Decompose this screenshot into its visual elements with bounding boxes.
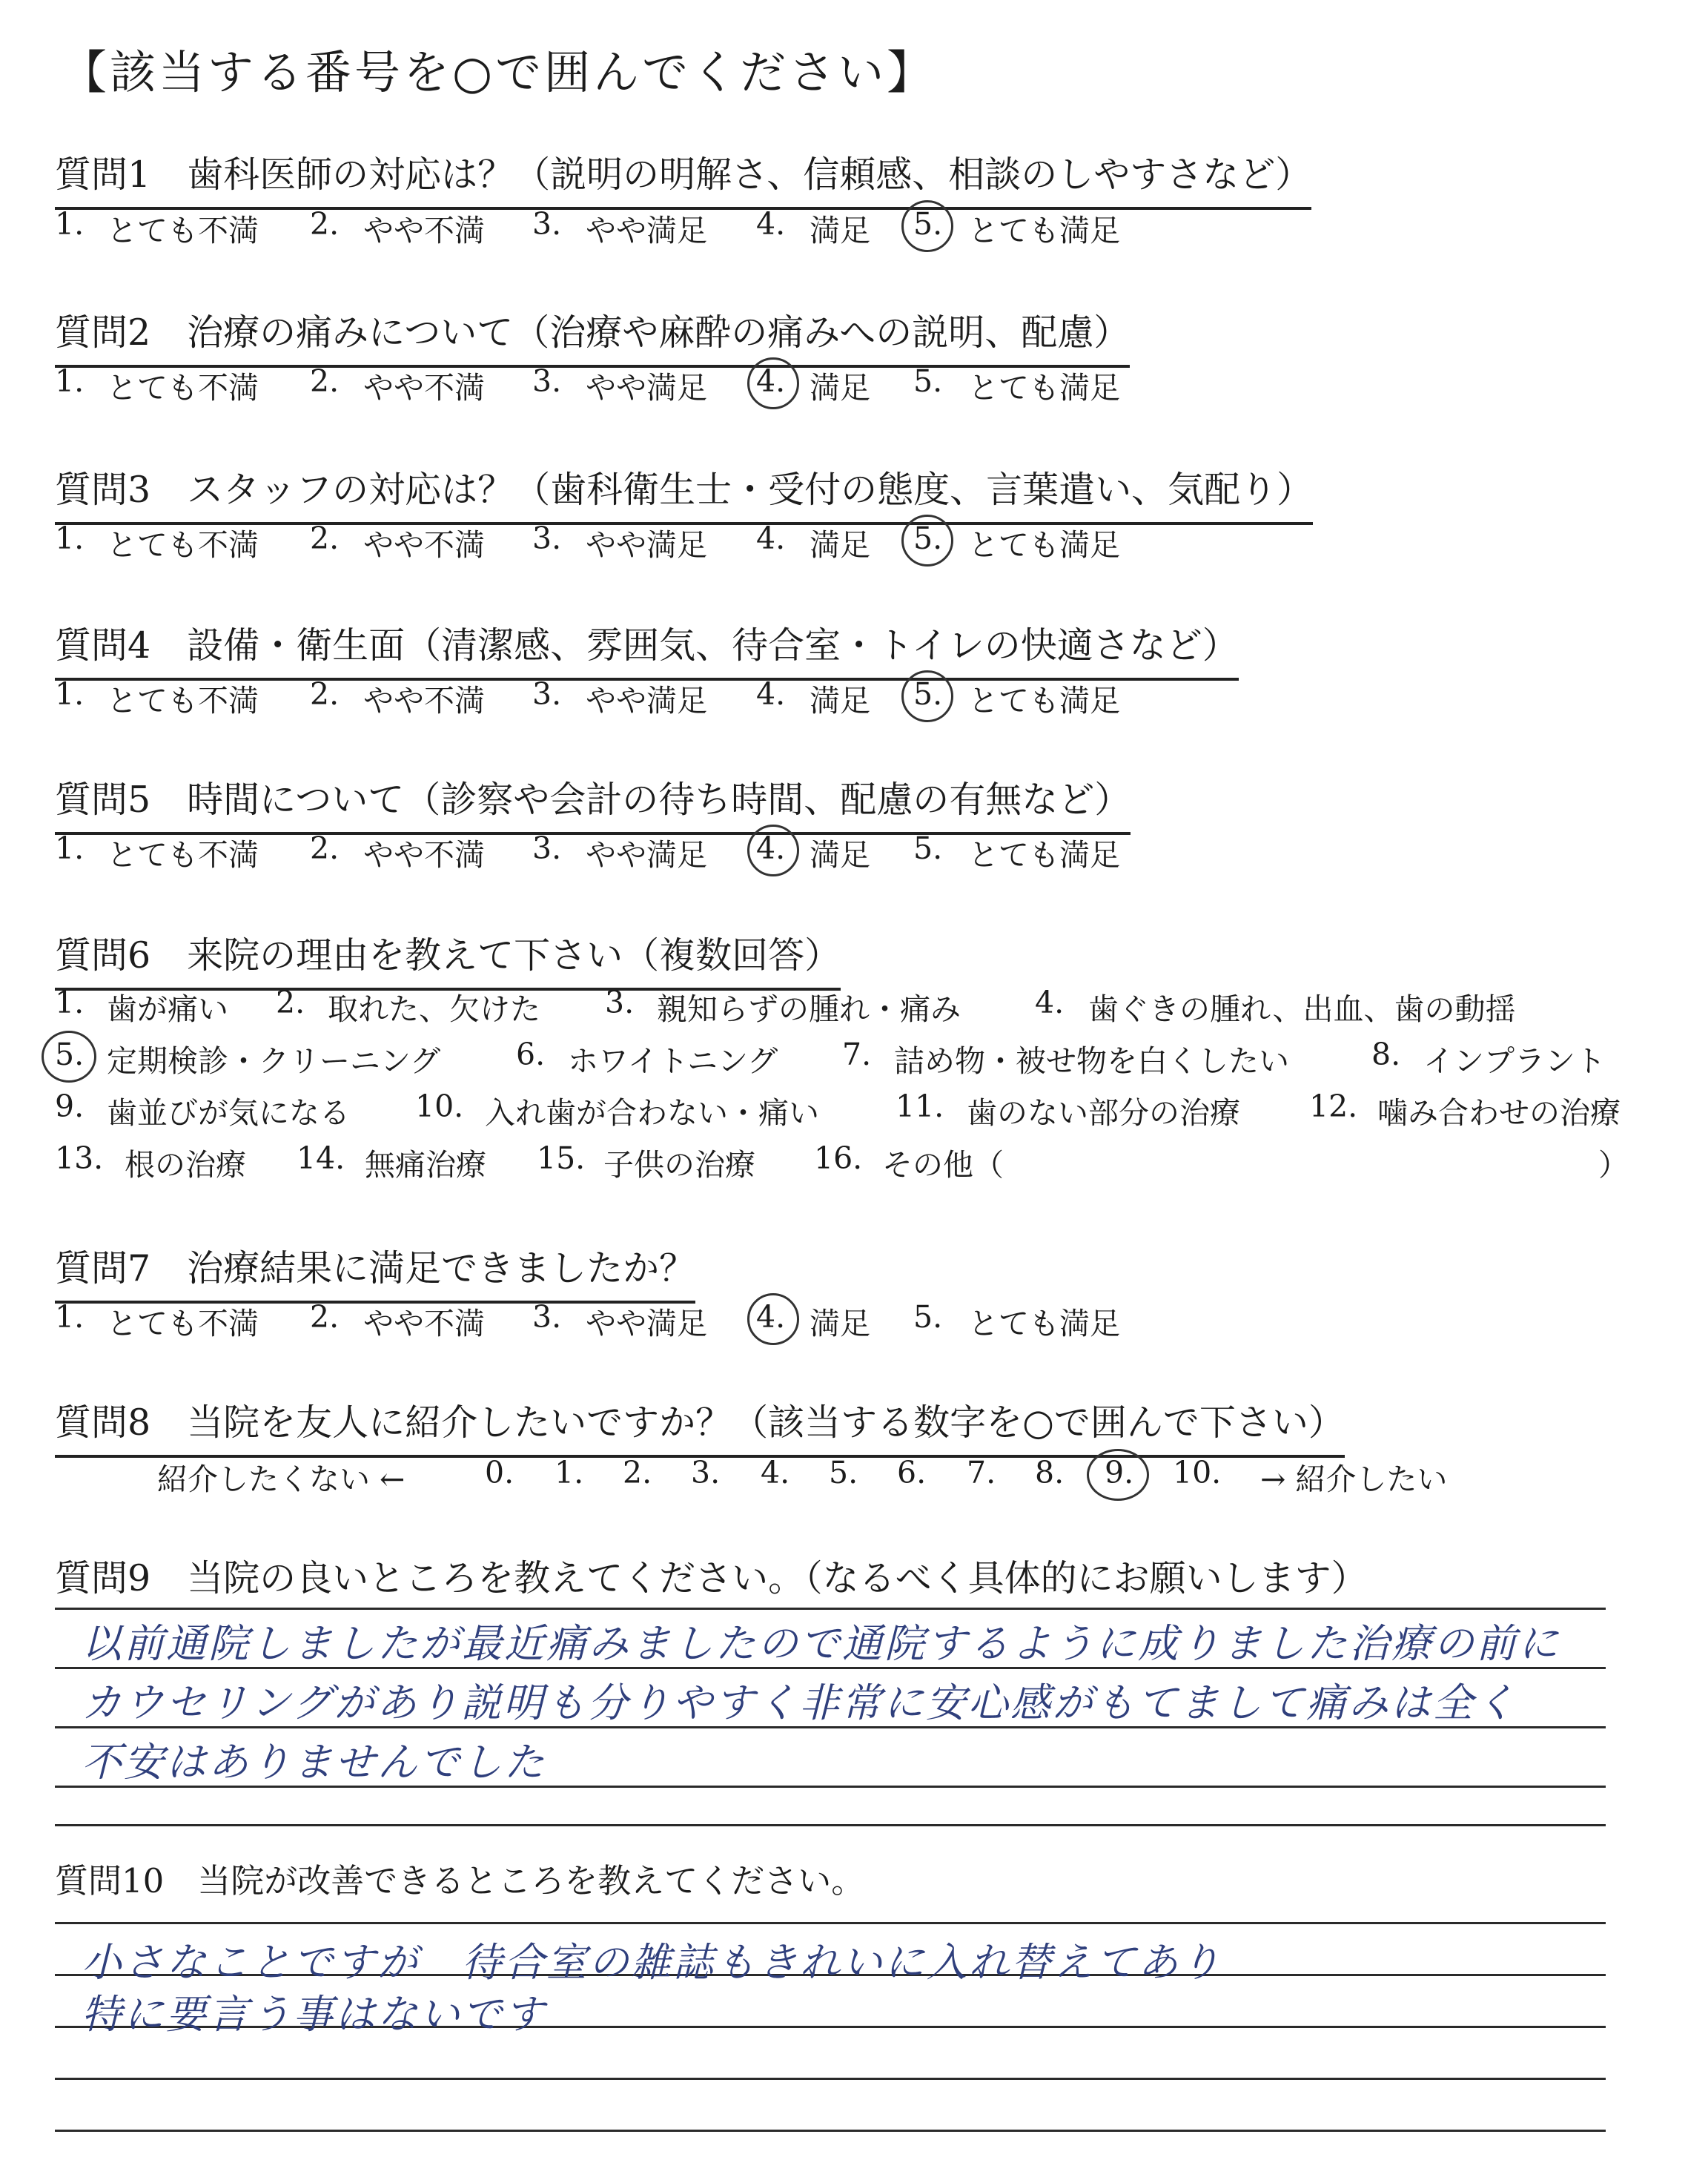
- option-label[interactable]: とても不満: [107, 213, 259, 248]
- option-number[interactable]: 3.: [532, 363, 562, 399]
- option-number[interactable]: 4.: [1035, 985, 1065, 1020]
- scale-number[interactable]: 4.: [761, 1455, 790, 1490]
- answer-line: [55, 1608, 1606, 1610]
- question-1-title: 質問1 歯科医師の対応は？（説明の明解さ、信頼感、相談のしやすさなど）: [55, 146, 1311, 210]
- option-label[interactable]: その他（: [882, 1147, 1004, 1183]
- selected-answer-circle: [747, 1293, 799, 1345]
- option-label[interactable]: やや不満: [363, 213, 485, 248]
- option-number[interactable]: 5.: [55, 1037, 85, 1072]
- option-label[interactable]: 子供の治療: [603, 1147, 755, 1183]
- scale-number[interactable]: 5.: [829, 1455, 858, 1490]
- option-label[interactable]: とても満足: [968, 527, 1120, 563]
- option-number[interactable]: 12.: [1309, 1089, 1358, 1124]
- option-label[interactable]: 取れた、欠けた: [328, 991, 540, 1027]
- option-label[interactable]: とても不満: [107, 837, 259, 873]
- option-label[interactable]: やや不満: [363, 527, 485, 563]
- option-label[interactable]: とても不満: [107, 1306, 259, 1341]
- question-4-title: 質問4 設備・衛生面（清潔感、雰囲気、待合室・トイレの快適さなど）: [55, 617, 1239, 681]
- option-number[interactable]: 5.: [913, 206, 943, 242]
- option-number[interactable]: 3.: [605, 985, 635, 1020]
- option-label[interactable]: 満足: [810, 213, 870, 248]
- option-label[interactable]: 入れ歯が合わない・痛い: [485, 1095, 819, 1131]
- scale-number[interactable]: 6.: [897, 1455, 927, 1490]
- option-number[interactable]: 1.: [55, 1299, 85, 1335]
- option-label[interactable]: とても満足: [968, 1306, 1120, 1341]
- option-label[interactable]: やや満足: [586, 683, 707, 719]
- option-label[interactable]: 満足: [810, 683, 870, 719]
- selected-answer-circle: [1087, 1449, 1149, 1501]
- handwritten-answer-line[interactable]: カウセリングがあり説明も分りやすく非常に安心感がもてまして痛みは全く: [82, 1680, 1517, 1726]
- question-8-title: 質問8 当院を友人に紹介したいですか？（該当する数字を○で囲んで下さい）: [55, 1394, 1345, 1458]
- option-label[interactable]: 満足: [810, 527, 870, 563]
- option-number[interactable]: 9.: [55, 1089, 85, 1124]
- option-number[interactable]: 15.: [537, 1140, 586, 1176]
- option-label[interactable]: 歯のない部分の治療: [967, 1095, 1240, 1131]
- option-label[interactable]: とても満足: [968, 213, 1120, 248]
- question-9-title: 質問9 当院の良いところを教えてください。（なるべく具体的にお願いします）: [55, 1557, 1368, 1599]
- option-number[interactable]: 4.: [756, 206, 786, 242]
- option-number[interactable]: 3.: [532, 206, 562, 242]
- option-number[interactable]: 1.: [55, 676, 85, 712]
- option-label[interactable]: 満足: [810, 1306, 870, 1341]
- option-number[interactable]: 1.: [55, 521, 85, 556]
- option-number[interactable]: 2.: [276, 985, 305, 1020]
- option-label[interactable]: 歯が痛い: [107, 991, 228, 1027]
- option-label[interactable]: 無痛治療: [365, 1147, 486, 1183]
- option-number[interactable]: 1.: [55, 830, 85, 866]
- option-number[interactable]: 1.: [55, 206, 85, 242]
- option-number[interactable]: 5.: [913, 363, 943, 399]
- option-label[interactable]: 噛み合わせの治療: [1377, 1095, 1621, 1131]
- option-label[interactable]: インプラント: [1423, 1043, 1606, 1079]
- option-number[interactable]: 3.: [532, 676, 562, 712]
- question-7-title: 質問7 治療結果に満足できましたか？: [55, 1240, 695, 1304]
- option-label[interactable]: やや満足: [586, 837, 707, 873]
- option-number[interactable]: 16.: [814, 1140, 863, 1176]
- option-number[interactable]: 2.: [310, 206, 340, 242]
- handwritten-answer-line[interactable]: 以前通院しましたが最近痛みましたので通院するように成りました治療の前に: [82, 1620, 1560, 1667]
- option-number[interactable]: 11.: [896, 1089, 944, 1124]
- scale-number[interactable]: 3.: [691, 1455, 721, 1490]
- option-number[interactable]: 3.: [532, 830, 562, 866]
- option-number[interactable]: 5.: [913, 676, 943, 712]
- option-label[interactable]: やや満足: [586, 370, 707, 406]
- option-number[interactable]: 7.: [842, 1037, 872, 1072]
- option-label[interactable]: 定期検診・クリーニング: [107, 1043, 441, 1079]
- option-number[interactable]: 2.: [310, 1299, 340, 1335]
- option-label[interactable]: とても不満: [107, 527, 259, 563]
- option-label[interactable]: 親知らずの腫れ・痛み: [657, 991, 961, 1027]
- option-label[interactable]: とても満足: [968, 370, 1120, 406]
- option-label[interactable]: とても満足: [968, 683, 1120, 719]
- option-number[interactable]: 4.: [756, 521, 786, 556]
- scale-number[interactable]: 8.: [1035, 1455, 1065, 1490]
- option-number[interactable]: 2.: [310, 521, 340, 556]
- scale-number[interactable]: 9.: [1105, 1455, 1134, 1490]
- option-label[interactable]: 歯ぐきの腫れ、出血、歯の動揺: [1088, 991, 1516, 1027]
- option-label[interactable]: 根の治療: [125, 1147, 246, 1183]
- option-number[interactable]: 4.: [756, 363, 786, 399]
- option-number[interactable]: 6.: [516, 1037, 546, 1072]
- scale-number[interactable]: 10.: [1173, 1455, 1222, 1490]
- handwritten-answer-line[interactable]: 小さなことですが 待合室の雑誌もきれいに入れ替えてあり: [82, 1939, 1222, 1986]
- option-number[interactable]: 2.: [310, 363, 340, 399]
- option-number[interactable]: 5.: [913, 1299, 943, 1335]
- option-label[interactable]: やや不満: [363, 837, 485, 873]
- option-label[interactable]: やや不満: [363, 683, 485, 719]
- answer-line: [55, 2078, 1606, 2080]
- option-number[interactable]: 1.: [55, 985, 85, 1020]
- question-6-title: 質問6 来院の理由を教えて下さい（複数回答）: [55, 927, 841, 991]
- option-number[interactable]: 1.: [55, 363, 85, 399]
- other-close-paren: ）: [1598, 1147, 1629, 1183]
- option-label[interactable]: とても不満: [107, 683, 259, 719]
- scale-number[interactable]: 7.: [967, 1455, 996, 1490]
- scale-number[interactable]: 0.: [485, 1455, 514, 1490]
- option-number[interactable]: 2.: [310, 676, 340, 712]
- answer-line: [55, 1824, 1606, 1826]
- option-number[interactable]: 5.: [913, 521, 943, 556]
- option-label[interactable]: やや満足: [586, 213, 707, 248]
- selected-answer-circle: [901, 200, 953, 252]
- option-label[interactable]: ホワイトニング: [568, 1043, 778, 1079]
- answer-line: [55, 2130, 1606, 2132]
- scale-right-label: → 紹介したい: [1260, 1462, 1448, 1497]
- option-number[interactable]: 13.: [55, 1140, 104, 1176]
- option-label[interactable]: 歯並びが気になる: [107, 1095, 350, 1131]
- option-number[interactable]: 2.: [310, 830, 340, 866]
- option-number[interactable]: 3.: [532, 1299, 562, 1335]
- option-label[interactable]: やや不満: [363, 370, 485, 406]
- selected-answer-circle: [42, 1031, 96, 1083]
- option-label[interactable]: やや満足: [586, 527, 707, 563]
- selected-answer-circle: [901, 515, 953, 567]
- question-2-title: 質問2 治療の痛みについて（治療や麻酔の痛みへの説明、配慮）: [55, 304, 1130, 368]
- scale-left-label: 紹介したくない ←: [157, 1462, 406, 1497]
- option-number[interactable]: 4.: [756, 676, 786, 712]
- question-3-title: 質問3 スタッフの対応は？（歯科衛生士・受付の態度、言葉遣い、気配り）: [55, 461, 1313, 525]
- option-number[interactable]: 5.: [913, 830, 943, 866]
- option-label[interactable]: 満足: [810, 837, 870, 873]
- option-label[interactable]: 詰め物・被せ物を白くしたい: [894, 1043, 1289, 1079]
- option-label[interactable]: やや不満: [363, 1306, 485, 1341]
- option-label[interactable]: 満足: [810, 370, 870, 406]
- option-label[interactable]: やや満足: [586, 1306, 707, 1341]
- selected-answer-circle: [747, 825, 799, 876]
- selected-answer-circle: [747, 357, 799, 409]
- question-10-title: 質問10 当院が改善できるところを教えてください。: [55, 1861, 865, 1900]
- option-number[interactable]: 8.: [1371, 1037, 1401, 1072]
- selected-answer-circle: [901, 670, 953, 722]
- question-5-title: 質問5 時間について（診察や会計の待ち時間、配慮の有無など）: [55, 771, 1131, 835]
- option-number[interactable]: 10.: [415, 1089, 464, 1124]
- option-number[interactable]: 3.: [532, 521, 562, 556]
- option-number[interactable]: 4.: [756, 1299, 786, 1335]
- handwritten-answer-line[interactable]: 不安はありませんでした: [82, 1739, 546, 1786]
- page-header: 【該当する番号を○で囲んでください】: [61, 45, 936, 99]
- scale-number[interactable]: 2.: [623, 1455, 652, 1490]
- scale-number[interactable]: 1.: [555, 1455, 584, 1490]
- option-label[interactable]: とても満足: [968, 837, 1120, 873]
- option-label[interactable]: とても不満: [107, 370, 259, 406]
- option-number[interactable]: 4.: [756, 830, 786, 866]
- handwritten-answer-line[interactable]: 特に要言う事はないです: [82, 1991, 546, 2038]
- option-number[interactable]: 14.: [297, 1140, 345, 1176]
- answer-line: [55, 1922, 1606, 1924]
